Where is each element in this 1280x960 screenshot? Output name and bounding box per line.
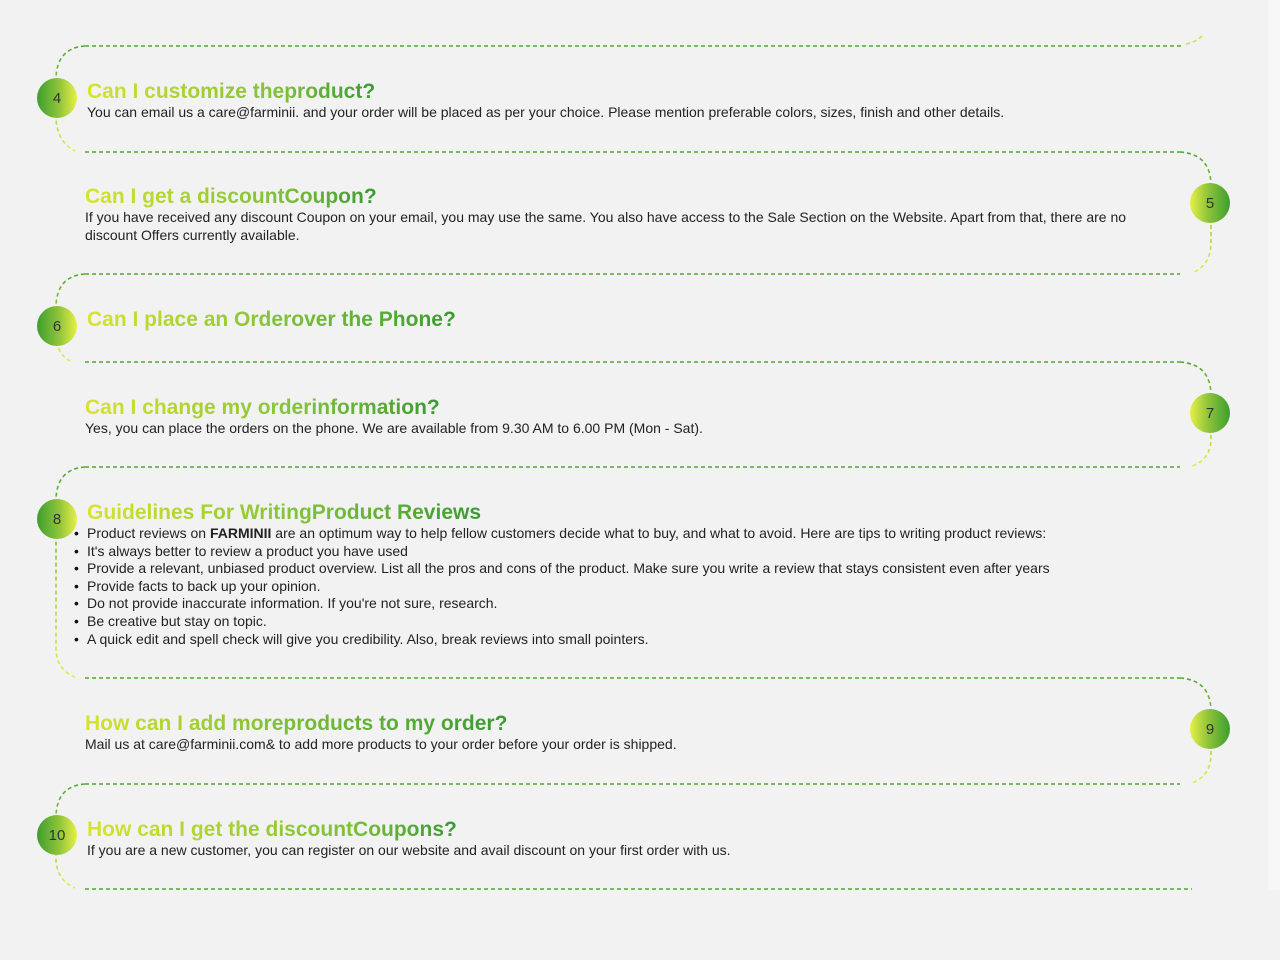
list-item: • Provide facts to back up your opinion. [87,578,1247,596]
list-item: • Do not provide inaccurate information. If you're not sure, research. [87,595,1247,613]
faq-question: Guidelines For Writing Product Reviews [87,501,482,524]
list-item: • It's always better to review a product you have used [87,543,1247,561]
faq-question: Can I place an Order over the Phone? [87,308,456,331]
faq-item [85,396,1175,437]
faq-item [87,308,1187,332]
step-number-badge: 4 [37,78,77,118]
list-item: • Product reviews on FARMINII are an optimum way to help fellow customers decide what to buy, and what to avoid. Here are tips to writing product reviews: [87,525,1247,543]
faq-item [87,501,1247,648]
step-number-badge: 6 [37,306,77,346]
list-item: • Be creative but stay on topic. [87,613,1247,631]
review-tips-list [87,525,1247,648]
faq-question: Can I customize the product? [87,80,376,103]
step-number-badge: 8 [37,499,77,539]
faq-item [87,818,1187,859]
brand-name: FARMINII [209,525,272,541]
faq-answer: If you have received any discount Coupon on your email, you may use the same. You also have access to the Sale Section on the Website. Apart from that, there are no discount Offers currently available. [85,209,1127,243]
step-number-badge: 5 [1190,183,1230,223]
list-item: • Provide a relevant, unbiased product overview. List all the pros and cons of the product. Make sure you write a review that stays consistent even after years [87,560,1247,578]
faq-answer: Yes, you can place the orders on the phone. We are available from 9.30 AM to 6.00 PM (Mon - Sat). [85,420,703,436]
step-number-badge: 10 [37,815,77,855]
faq-question: How can I add more products to my order? [85,712,508,735]
faq-item [87,80,1187,121]
faq-answer: If you are a new customer, you can register on our website and avail discount on your first order with us. [87,842,731,858]
faq-question: How can I get the discount Coupons? [87,818,457,841]
faq-answer: Mail us at care@farminii.com& to add more products to your order before your order is shipped. [85,736,677,752]
faq-question: Can I get a discount Coupon? [85,185,377,208]
faq-item [85,185,1175,244]
step-number-badge: 9 [1190,709,1230,749]
faq-question: Can I change my order information? [85,396,440,419]
step-number-badge: 7 [1190,393,1230,433]
list-item: • A quick edit and spell check will give you credibility. Also, break reviews into small pointers. [87,631,1247,649]
faq-item [85,712,1175,753]
faq-answer: You can email us a care@farminii. and your order will be placed as per your choice. Please mention preferable colors, sizes, finish and other details. [87,104,1005,120]
